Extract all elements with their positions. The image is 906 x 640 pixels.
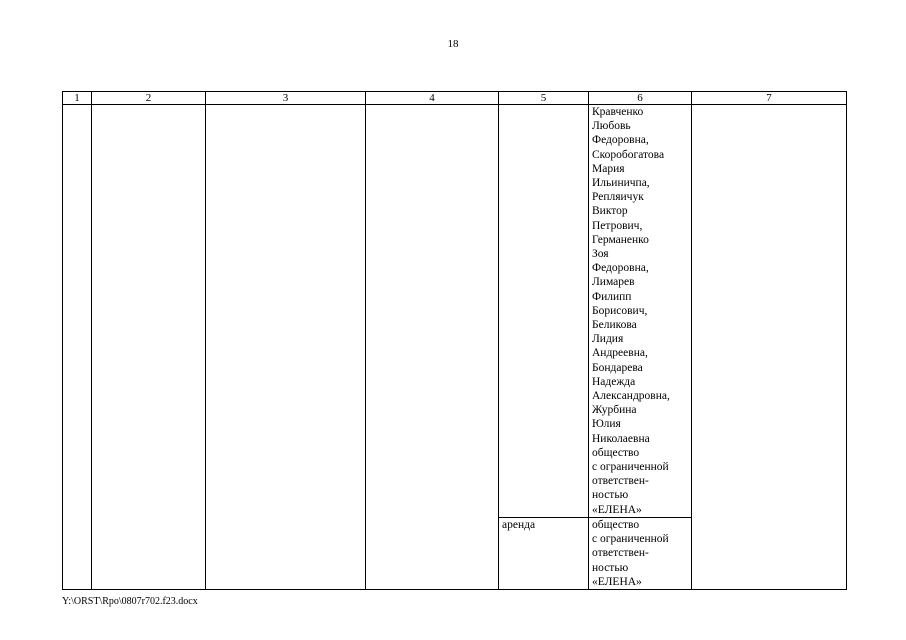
owner-line: Федоровна, — [592, 262, 649, 275]
table-header-row — [63, 92, 847, 105]
owner-line: ностью — [592, 489, 629, 502]
owner-line: Лимарев — [592, 276, 635, 289]
owner-line: Борисович, — [592, 304, 648, 317]
column-header-5: 5 — [499, 92, 589, 105]
page-number: 18 — [447, 38, 459, 50]
owner-line: ответствен- — [592, 547, 649, 560]
owner-line: Петрович, — [592, 219, 643, 232]
column-header-7: 7 — [692, 92, 847, 105]
column-header-6: 6 — [589, 92, 692, 105]
cell-col6-row1 — [589, 105, 692, 518]
cell-col3 — [206, 105, 366, 590]
owner-line: ответствен- — [592, 475, 649, 488]
owner-line: Любовь — [592, 120, 631, 133]
owner-line: общество — [592, 518, 640, 531]
column-header-4: 4 — [366, 92, 499, 105]
owner-line: Беликова — [592, 319, 637, 332]
footer-file-path: Y:\ORST\Rpo\0807r702.f23.docx — [62, 596, 198, 607]
cell-col1 — [63, 105, 92, 590]
table-row — [63, 105, 847, 518]
owner-line: с ограниченной — [592, 461, 669, 474]
owner-line: с ограниченной — [592, 533, 669, 546]
owner-line: Филипп — [592, 290, 632, 303]
owner-line: «ЕЛЕНА» — [592, 575, 642, 588]
cell-col7 — [692, 105, 847, 590]
owner-line: Репляичук — [592, 191, 644, 204]
column-header-2: 2 — [92, 92, 206, 105]
owner-line: Зоя — [592, 248, 609, 261]
owner-line: «ЕЛЕНА» — [592, 503, 642, 516]
column-header-3: 3 — [206, 92, 366, 105]
owner-line: Кравченко — [592, 106, 644, 118]
owner-line: Федоровна, — [592, 134, 649, 147]
cell-col5-row2: аренда — [499, 517, 589, 589]
owner-line: Ильиничпа, — [592, 177, 650, 190]
owner-line: Виктор — [592, 205, 628, 218]
owner-line: Мария — [592, 162, 625, 175]
owner-line: ностью — [592, 561, 629, 574]
owner-line: Александровна, — [592, 390, 670, 403]
owner-line: Юлия — [592, 418, 621, 431]
document-table — [62, 91, 847, 590]
column-header-1: 1 — [63, 92, 92, 105]
owner-line: Журбина — [592, 404, 637, 417]
owner-line: Скоробогатова — [592, 148, 665, 161]
owner-line: Бондарева — [592, 361, 643, 374]
cell-col5-row1 — [499, 105, 589, 518]
cell-col2 — [92, 105, 206, 590]
owner-line: Лидия — [592, 333, 624, 346]
owner-line: Андреевна, — [592, 347, 648, 360]
cell-col6-row2 — [589, 517, 692, 589]
owner-line: Николаевна — [592, 432, 650, 445]
cell-col4 — [366, 105, 499, 590]
owner-line: Германенко — [592, 233, 649, 246]
owner-line: Надежда — [592, 375, 636, 388]
owner-line: общество — [592, 446, 640, 459]
